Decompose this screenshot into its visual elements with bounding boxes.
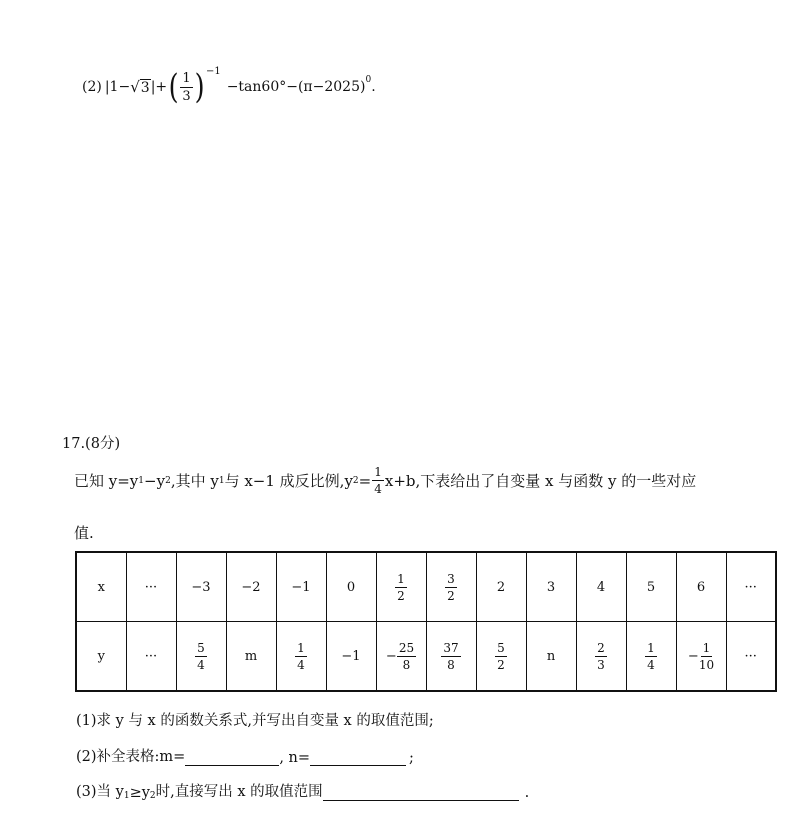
answer-blank-n[interactable] [310, 751, 406, 766]
table-row-x [76, 552, 776, 622]
table-cell: x [76, 552, 126, 622]
table-cell: y [76, 622, 126, 692]
table-cell: $\frac{37}{8}$ [426, 622, 476, 692]
expression-rest: −tan60°−(π−2025) [226, 79, 366, 95]
table-cell: m [226, 622, 276, 692]
paren-close: ) [194, 67, 205, 107]
table-cell: ··· [126, 622, 176, 692]
table-cell: −1 [276, 552, 326, 622]
sub-question-2: (2)补全表格:m= , n= ; [76, 749, 414, 766]
table-cell: $\frac{3}{2}$ [426, 552, 476, 622]
table-cell: −2 [226, 552, 276, 622]
fraction-one-quarter: $\frac{1}{4}$ [374, 465, 382, 496]
table-cell: 2 [476, 552, 526, 622]
zero-exponent: 0 [365, 75, 372, 85]
table-cell: $\frac{1}{4}$ [626, 622, 676, 692]
table-cell: 0 [326, 552, 376, 622]
table-cell: −3 [176, 552, 226, 622]
radical-sign: √ [130, 78, 140, 96]
sub-question-1: (1)求 y 与 x 的函数关系式,并写出自变量 x 的取值范围; [76, 713, 434, 729]
table-cell: 6 [676, 552, 726, 622]
table-cell: 5 [626, 552, 676, 622]
table-cell: $\frac{2}{3}$ [576, 622, 626, 692]
sqrt-3: √ 3 [130, 78, 150, 96]
abs-open: |1− [104, 79, 131, 95]
table-cell: 4 [576, 552, 626, 622]
answer-blank-m[interactable] [185, 751, 279, 766]
table-cell: ··· [726, 552, 776, 622]
table-cell: n [526, 622, 576, 692]
table-cell: $\frac{5}{2}$ [476, 622, 526, 692]
expression-end: . [371, 79, 376, 95]
table-cell: − $\frac{25}{8}$ [376, 622, 426, 692]
abs-close: |+ [150, 79, 168, 95]
question-17-intro-line2: 值. [74, 524, 94, 542]
table-cell: 3 [526, 552, 576, 622]
question-17-intro: 已知 y=y 1 −y 2 ,其中 y 1 与 x−1 成反比例,y 2 = $\frac{1}{4}$ x+b,下表给出了自变量 x 与函数 y 的一些对应 [74, 465, 697, 496]
value-table [75, 551, 777, 692]
sub-question-3: (3)当 y $_1$ ≥y $_2$ 时,直接写出 x 的取值范围 . [76, 784, 530, 801]
table-cell: ··· [726, 622, 776, 692]
table-row-y [76, 622, 776, 692]
table-cell: −1 [326, 622, 376, 692]
expression-part2 [82, 65, 376, 107]
fraction-one-third: $\frac{1}{3}$ [182, 70, 191, 104]
answer-blank-range[interactable] [323, 786, 519, 801]
table-cell: $\frac{1}{2}$ [376, 552, 426, 622]
paren-open: ( [168, 67, 179, 107]
question-17-header: 17.(8分) [62, 436, 121, 452]
table-cell: − $\frac{1}{10}$ [676, 622, 726, 692]
table-cell: $\frac{1}{4}$ [276, 622, 326, 692]
table-cell: ··· [126, 552, 176, 622]
part-label: (2) [82, 79, 102, 95]
table-cell: $\frac{5}{4}$ [176, 622, 226, 692]
exponent: −1 [205, 65, 221, 77]
